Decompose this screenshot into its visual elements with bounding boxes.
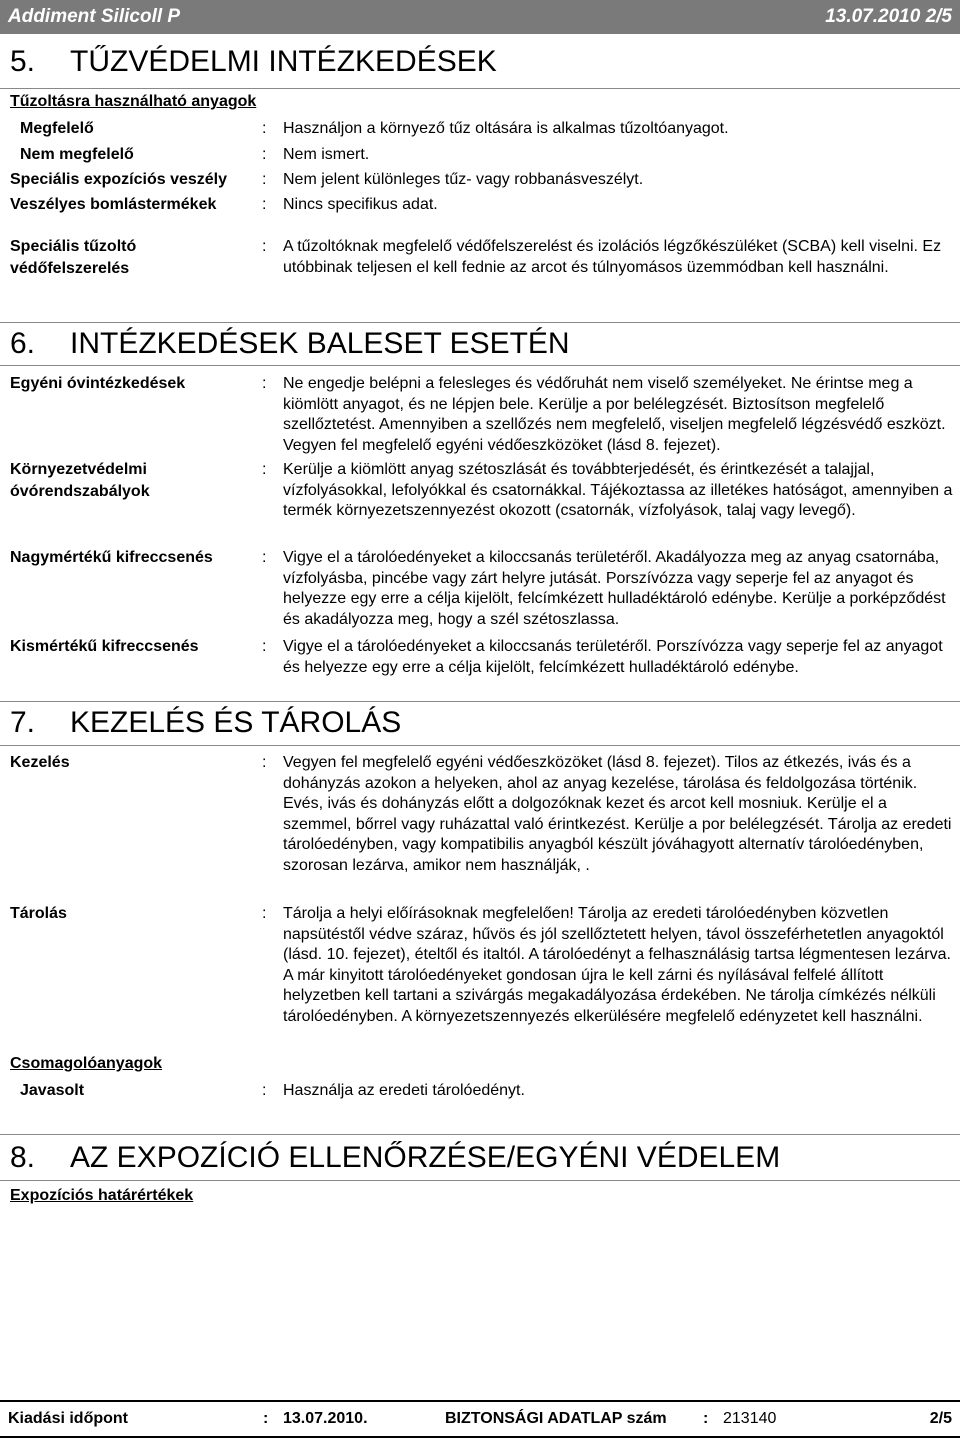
colon: : bbox=[262, 754, 267, 771]
field-value: Vegyen fel megfelelő egyéni védőeszközöket (lásd 8. fejezet). Tilos az étkezés, ivás és a dohányzás azokon a helyeken, ahol az anyag kezelése, tárolása és feldolgozása történik. Evés, ivás és dohányzás előtt a dolgozóknak kezet és arcot kell mosniuk. Kerülje el a szemmel, bőrrel vagy ruházattal való érintkezést. Kerülje a por belélegzését. Tárolja az eredeti tárolóedényben, vagy kompatibilis anyagból készült jóváhagyott alternatív tárolóedényben, szorosan lezárva, amikor nem használják, . bbox=[283, 754, 952, 874]
divider bbox=[0, 322, 960, 323]
divider bbox=[0, 365, 960, 366]
field-label: Megfelelő bbox=[20, 120, 94, 137]
colon: : bbox=[262, 1082, 267, 1099]
subheading: Expozíciós határértékek bbox=[10, 1187, 194, 1204]
product-name: Addiment Silicoll P bbox=[8, 6, 181, 27]
colon: : bbox=[262, 171, 267, 188]
field-label: Kezelés bbox=[10, 754, 70, 771]
field-value: Nincs specifikus adat. bbox=[283, 196, 438, 213]
colon: : bbox=[262, 238, 267, 255]
divider bbox=[0, 701, 960, 702]
divider bbox=[0, 1180, 960, 1181]
field-label: Nagymértékű kifreccsenés bbox=[10, 549, 213, 566]
colon: : bbox=[703, 1410, 709, 1427]
issue-date-value: 13.07.2010. bbox=[283, 1410, 368, 1427]
section-number: 7. bbox=[10, 706, 36, 739]
divider bbox=[0, 1134, 960, 1135]
section-8-heading bbox=[10, 1140, 780, 1176]
section-title: TŰZVÉDELMI INTÉZKEDÉSEK bbox=[70, 45, 497, 78]
colon: : bbox=[262, 549, 267, 566]
field-label: Veszélyes bomlástermékek bbox=[10, 196, 217, 213]
header-date-page: 13.07.2010 2/5 bbox=[825, 6, 952, 27]
subheading: Tűzoltásra használható anyagok bbox=[10, 93, 257, 110]
field-value: Kerülje a kiömlött anyag szétoszlását és továbbterjedését, és érintkezését a talajjal, vízfolyásokkal, lefolyókkal és csatornákkal. Tájékoztassa az illetékes hatóságot, amennyiben a termék környezetszennyezést okozott (csatornák, vízfolyások, talaj vagy levegő). bbox=[283, 461, 953, 520]
section-7-heading bbox=[10, 705, 401, 741]
section-number: 6. bbox=[10, 327, 36, 360]
section-number: 5. bbox=[10, 45, 36, 78]
document-header bbox=[0, 0, 960, 34]
section-title: AZ EXPOZÍCIÓ ELLENŐRZÉSE/EGYÉNI VÉDELEM bbox=[70, 1141, 781, 1174]
sds-number-label: BIZTONSÁGI ADATLAP szám bbox=[445, 1410, 667, 1427]
page-number: 2/5 bbox=[929, 1410, 952, 1427]
divider bbox=[0, 88, 960, 89]
field-label: Környezetvédelmi óvórendszabályok bbox=[10, 461, 150, 500]
field-label: Tárolás bbox=[10, 905, 67, 922]
field-label: Egyéni óvintézkedések bbox=[10, 375, 186, 392]
colon: : bbox=[262, 120, 267, 137]
field-value: Nem ismert. bbox=[283, 146, 370, 163]
field-value: Használjon a környező tűz oltására is alkalmas tűzoltóanyagot. bbox=[283, 120, 729, 137]
field-value: Ne engedje belépni a felesleges és védőruhát nem viselő személyeket. Ne érintse meg a kiömlött anyagot, és ne lépjen bele. Kerülje a por belélegzését. Biztosítson megfelelő szellőztetést. Amennyiben a szellőzés nem megfelelő, viseljen megfelelő légzésvédő eszközt. Vegyen fel megfelelő egyéni védőeszközöket (lásd 8. fejezet). bbox=[283, 375, 946, 454]
colon: : bbox=[262, 461, 267, 478]
issue-date-label: Kiadási időpont bbox=[8, 1410, 128, 1427]
field-value: Vigye el a tárolóedényeket a kiloccsanás területéről. Akadályozza meg az anyag csatornába, vízfolyásba, pincébe vagy zárt helyre jutását. Porszívózza vagy seperje fel az anyagot és helyezze egy erre a célja kijelölt, felcímkézett hulladéktároló edénybe. Kerülje a porképződést és akadályozza meg, hogy a szél szétoszlassa. bbox=[283, 549, 946, 628]
colon: : bbox=[263, 1410, 269, 1427]
colon: : bbox=[262, 196, 267, 213]
subheading: Csomagolóanyagok bbox=[10, 1055, 163, 1072]
field-value: Vigye el a tárolóedényeket a kiloccsanás területéről. Porszívózza vagy seperje fel az anyagot és helyezze egy erre a célja kijelölt, felcímkézett hulladéktároló edénybe. bbox=[283, 638, 943, 676]
sds-number-value: 213140 bbox=[723, 1410, 777, 1427]
section-number: 8. bbox=[10, 1141, 36, 1174]
section-title: KEZELÉS ÉS TÁROLÁS bbox=[70, 706, 402, 739]
field-label: Speciális tűzoltó védőfelszerelés bbox=[10, 238, 137, 277]
field-label: Speciális expozíciós veszély bbox=[10, 171, 228, 188]
field-label: Javasolt bbox=[20, 1082, 85, 1099]
field-value: Tárolja a helyi előírásoknak megfelelően! Tárolja az eredeti tárolóedényben közvetlen napsütéstől védve száraz, hűvös és jól szellőztetett helyen, távol összeférhetetlen anyagoktól (lásd. 10. fejezet), ételtől és italtól. A tárolóedényt a felhasználásig tartsa légmentesen lezárva. A már kinyitott tárolóedényeket gondosan újra le kell zárni és nyílásával felfelé állított helyzetben kell tartani a szivárgás megakadályozása érdekében. Ne tárolja címkézés nélküli tárolóedényben. A környezetszennyezés elkerülésére megfelelő edényzetet kell használni. bbox=[283, 905, 951, 1025]
field-label: Kismértékű kifreccsenés bbox=[10, 638, 199, 655]
field-value: Használja az eredeti tárolóedényt. bbox=[283, 1082, 525, 1099]
document-footer bbox=[0, 1400, 960, 1438]
divider bbox=[0, 745, 960, 746]
colon: : bbox=[262, 146, 267, 163]
field-value: A tűzoltóknak megfelelő védőfelszerelést és izolációs légzőkészüléket (SCBA) kell viselni. Ez utóbbinak teljesen el kell fednie az arcot és túlnyomásos üzemmódban kell használni. bbox=[283, 238, 942, 276]
colon: : bbox=[262, 375, 267, 392]
field-label: Nem megfelelő bbox=[20, 146, 134, 163]
section-title: INTÉZKEDÉSEK BALESET ESETÉN bbox=[70, 327, 570, 360]
colon: : bbox=[262, 638, 267, 655]
field-value: Nem jelent különleges tűz- vagy robbanásveszélyt. bbox=[283, 171, 644, 188]
section-6-heading bbox=[10, 326, 570, 362]
section-5-heading bbox=[10, 44, 497, 80]
colon: : bbox=[262, 905, 267, 922]
